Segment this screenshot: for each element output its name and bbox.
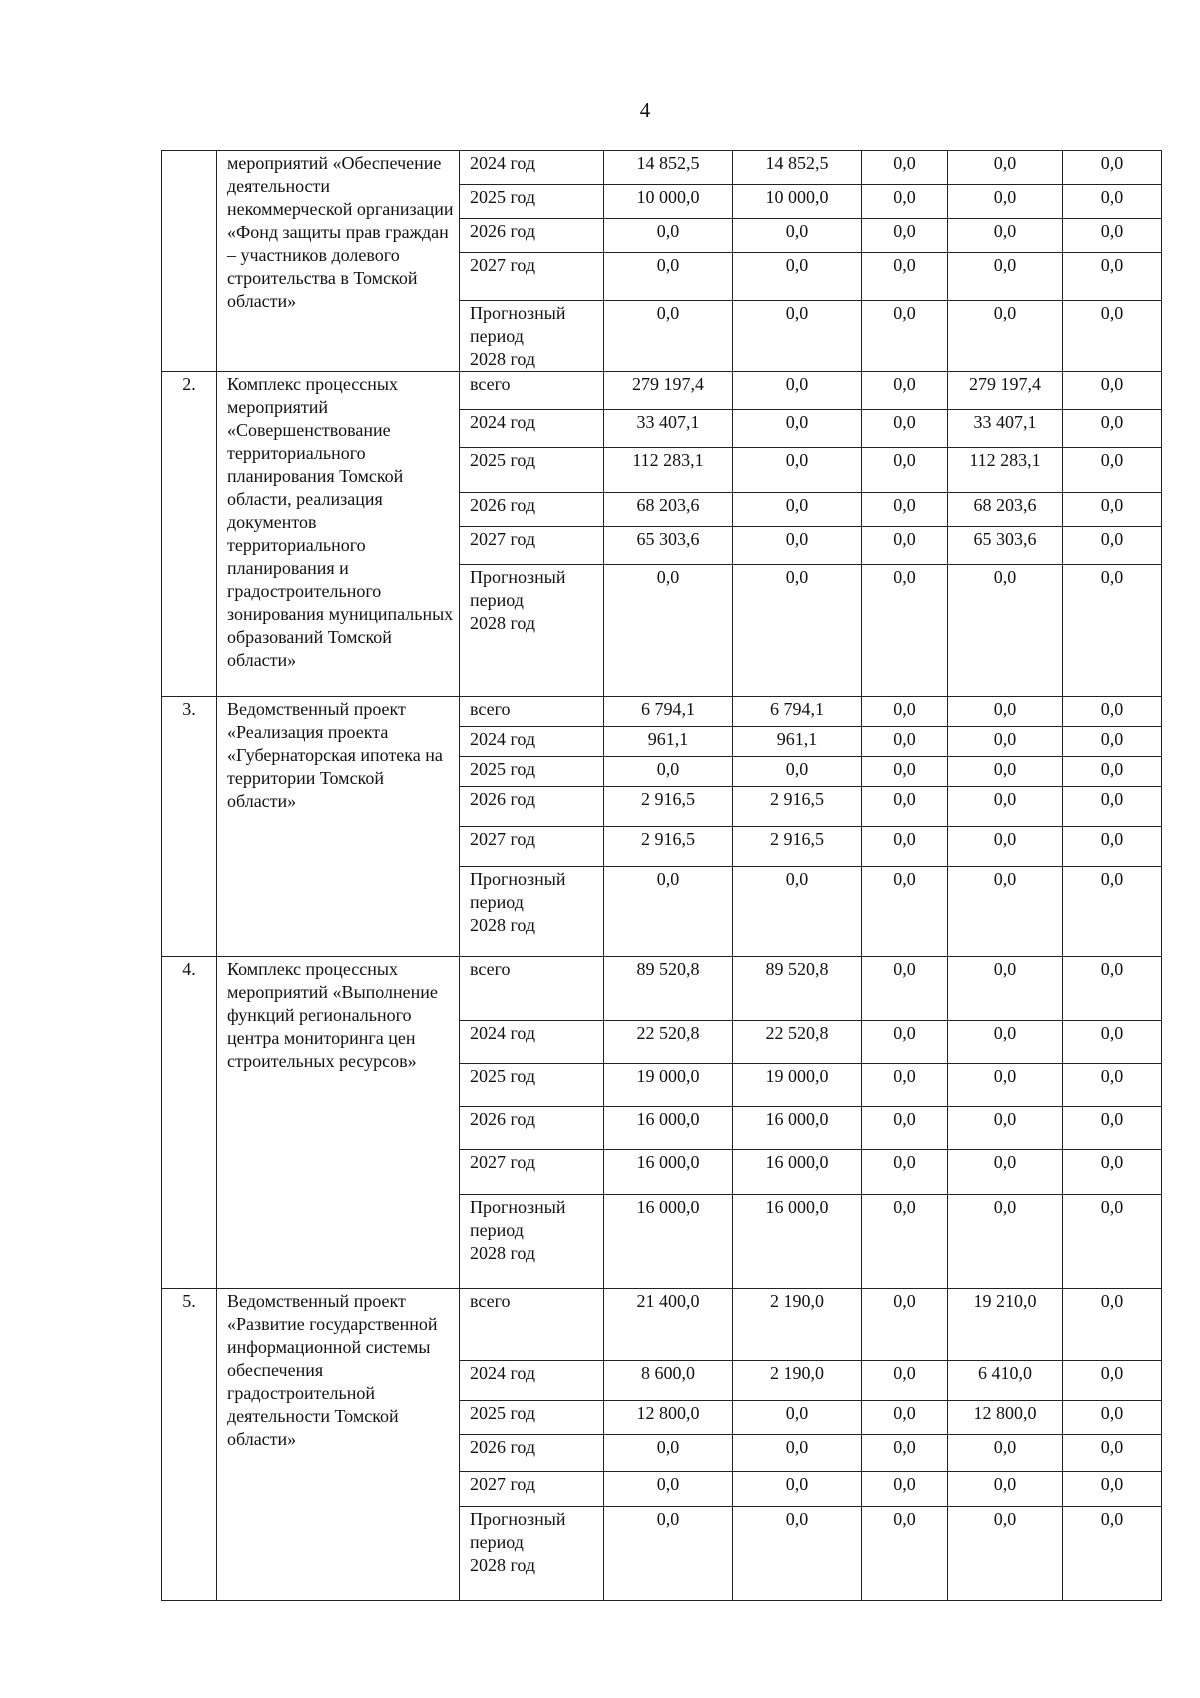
budget-c5-cell: 0,0 <box>1063 301 1162 372</box>
federal-cell: 0,0 <box>733 253 862 301</box>
budget-c4-cell: 6 410,0 <box>948 1361 1063 1401</box>
federal-cell: 2 916,5 <box>733 787 862 827</box>
budget-c5-cell: 0,0 <box>1063 1021 1162 1064</box>
budget-c4-cell: 0,0 <box>948 1064 1063 1107</box>
budget-c5-cell: 0,0 <box>1063 565 1162 697</box>
total-cell: 22 520,8 <box>604 1021 733 1064</box>
total-cell: 0,0 <box>604 301 733 372</box>
budget-c3-cell: 0,0 <box>862 372 948 410</box>
table-row <box>162 1289 1162 1361</box>
period-cell: всего <box>460 957 604 1021</box>
budget-c4-cell: 0,0 <box>948 1107 1063 1150</box>
table-row <box>162 372 1162 410</box>
federal-cell: 0,0 <box>733 301 862 372</box>
federal-cell: 0,0 <box>733 493 862 527</box>
total-cell: 0,0 <box>604 867 733 957</box>
total-cell: 19 000,0 <box>604 1064 733 1107</box>
federal-cell: 14 852,5 <box>733 151 862 185</box>
budget-c3-cell: 0,0 <box>862 151 948 185</box>
period-cell: 2024 год <box>460 727 604 757</box>
budget-c5-cell: 0,0 <box>1063 372 1162 410</box>
budget-c5-cell: 0,0 <box>1063 219 1162 253</box>
budget-c5-cell: 0,0 <box>1063 1064 1162 1107</box>
budget-c5-cell: 0,0 <box>1063 757 1162 787</box>
federal-cell: 89 520,8 <box>733 957 862 1021</box>
total-cell: 0,0 <box>604 1435 733 1472</box>
budget-c4-cell: 65 303,6 <box>948 527 1063 565</box>
budget-c3-cell: 0,0 <box>862 827 948 867</box>
federal-cell: 0,0 <box>733 757 862 787</box>
total-cell: 89 520,8 <box>604 957 733 1021</box>
total-cell: 33 407,1 <box>604 410 733 448</box>
section-name: мероприятий «Обеспечение деятельности некоммерческой организации «Фонд защиты прав граждан – участников долевого строительства в Томской области» <box>217 151 460 372</box>
total-cell: 0,0 <box>604 565 733 697</box>
total-cell: 68 203,6 <box>604 493 733 527</box>
federal-cell: 16 000,0 <box>733 1195 862 1289</box>
federal-cell: 0,0 <box>733 219 862 253</box>
budget-c3-cell: 0,0 <box>862 1064 948 1107</box>
period-cell: Прогнозный период 2028 год <box>460 1507 604 1601</box>
section-number: 3. <box>162 697 217 957</box>
section-number: 5. <box>162 1289 217 1601</box>
budget-c3-cell: 0,0 <box>862 253 948 301</box>
budget-c4-cell: 0,0 <box>948 1472 1063 1507</box>
period-cell: 2027 год <box>460 253 604 301</box>
budget-c4-cell: 0,0 <box>948 565 1063 697</box>
section-number: 4. <box>162 957 217 1289</box>
total-cell: 112 283,1 <box>604 448 733 493</box>
federal-cell: 0,0 <box>733 1507 862 1601</box>
budget-c4-cell: 0,0 <box>948 957 1063 1021</box>
period-cell: 2027 год <box>460 527 604 565</box>
total-cell: 0,0 <box>604 1507 733 1601</box>
table-row <box>162 697 1162 727</box>
budget-c5-cell: 0,0 <box>1063 1361 1162 1401</box>
period-cell: Прогнозный период 2028 год <box>460 565 604 697</box>
total-cell: 0,0 <box>604 253 733 301</box>
period-cell: всего <box>460 1289 604 1361</box>
budget-c3-cell: 0,0 <box>862 1021 948 1064</box>
budget-c3-cell: 0,0 <box>862 727 948 757</box>
total-cell: 16 000,0 <box>604 1107 733 1150</box>
period-cell: 2027 год <box>460 827 604 867</box>
total-cell: 0,0 <box>604 1472 733 1507</box>
federal-cell: 961,1 <box>733 727 862 757</box>
total-cell: 16 000,0 <box>604 1195 733 1289</box>
period-cell: всего <box>460 372 604 410</box>
period-cell: 2024 год <box>460 151 604 185</box>
federal-cell: 0,0 <box>733 1435 862 1472</box>
budget-c4-cell: 0,0 <box>948 867 1063 957</box>
budget-c4-cell: 12 800,0 <box>948 1401 1063 1435</box>
budget-c4-cell: 0,0 <box>948 1150 1063 1195</box>
total-cell: 12 800,0 <box>604 1401 733 1435</box>
budget-c3-cell: 0,0 <box>862 1435 948 1472</box>
federal-cell: 19 000,0 <box>733 1064 862 1107</box>
period-cell: Прогнозный период 2028 год <box>460 867 604 957</box>
budget-c3-cell: 0,0 <box>862 1195 948 1289</box>
federal-cell: 2 190,0 <box>733 1289 862 1361</box>
federal-cell: 16 000,0 <box>733 1150 862 1195</box>
funding-table <box>161 150 1162 1601</box>
budget-c5-cell: 0,0 <box>1063 1289 1162 1361</box>
federal-cell: 0,0 <box>733 372 862 410</box>
budget-c4-cell: 0,0 <box>948 301 1063 372</box>
budget-c4-cell: 112 283,1 <box>948 448 1063 493</box>
budget-c4-cell: 0,0 <box>948 787 1063 827</box>
table-row <box>162 151 1162 185</box>
budget-c3-cell: 0,0 <box>862 301 948 372</box>
budget-c5-cell: 0,0 <box>1063 1472 1162 1507</box>
budget-c4-cell: 279 197,4 <box>948 372 1063 410</box>
period-cell: 2027 год <box>460 1150 604 1195</box>
budget-c4-cell: 0,0 <box>948 253 1063 301</box>
section-name: Ведомственный проект «Реализация проекта «Губернаторская ипотека на территории Томской области» <box>217 697 460 957</box>
total-cell: 10 000,0 <box>604 185 733 219</box>
period-cell: 2024 год <box>460 1361 604 1401</box>
budget-c3-cell: 0,0 <box>862 185 948 219</box>
federal-cell: 2 916,5 <box>733 827 862 867</box>
budget-c3-cell: 0,0 <box>862 565 948 697</box>
budget-c4-cell: 0,0 <box>948 1435 1063 1472</box>
budget-c5-cell: 0,0 <box>1063 1401 1162 1435</box>
federal-cell: 0,0 <box>733 565 862 697</box>
budget-c5-cell: 0,0 <box>1063 957 1162 1021</box>
budget-c4-cell: 0,0 <box>948 1195 1063 1289</box>
budget-c3-cell: 0,0 <box>862 1472 948 1507</box>
federal-cell: 0,0 <box>733 1472 862 1507</box>
budget-c5-cell: 0,0 <box>1063 493 1162 527</box>
budget-c5-cell: 0,0 <box>1063 867 1162 957</box>
budget-c5-cell: 0,0 <box>1063 527 1162 565</box>
budget-c4-cell: 19 210,0 <box>948 1289 1063 1361</box>
federal-cell: 6 794,1 <box>733 697 862 727</box>
period-cell: 2026 год <box>460 219 604 253</box>
budget-c5-cell: 0,0 <box>1063 1107 1162 1150</box>
period-cell: 2026 год <box>460 1435 604 1472</box>
total-cell: 21 400,0 <box>604 1289 733 1361</box>
total-cell: 8 600,0 <box>604 1361 733 1401</box>
budget-c3-cell: 0,0 <box>862 448 948 493</box>
budget-c3-cell: 0,0 <box>862 410 948 448</box>
federal-cell: 0,0 <box>733 448 862 493</box>
period-cell: 2026 год <box>460 787 604 827</box>
federal-cell: 10 000,0 <box>733 185 862 219</box>
period-cell: 2026 год <box>460 1107 604 1150</box>
period-cell: Прогнозный период 2028 год <box>460 1195 604 1289</box>
budget-c5-cell: 0,0 <box>1063 1195 1162 1289</box>
table-row <box>162 957 1162 1021</box>
budget-c5-cell: 0,0 <box>1063 1507 1162 1601</box>
budget-c3-cell: 0,0 <box>862 1507 948 1601</box>
budget-c3-cell: 0,0 <box>862 697 948 727</box>
budget-c3-cell: 0,0 <box>862 1289 948 1361</box>
period-cell: 2025 год <box>460 448 604 493</box>
total-cell: 2 916,5 <box>604 787 733 827</box>
budget-c5-cell: 0,0 <box>1063 787 1162 827</box>
budget-c4-cell: 0,0 <box>948 827 1063 867</box>
period-cell: всего <box>460 697 604 727</box>
section-number: 2. <box>162 372 217 697</box>
federal-cell: 0,0 <box>733 1401 862 1435</box>
budget-c4-cell: 0,0 <box>948 727 1063 757</box>
total-cell: 961,1 <box>604 727 733 757</box>
budget-c4-cell: 68 203,6 <box>948 493 1063 527</box>
budget-c5-cell: 0,0 <box>1063 253 1162 301</box>
budget-c4-cell: 0,0 <box>948 219 1063 253</box>
budget-c3-cell: 0,0 <box>862 1150 948 1195</box>
period-cell: Прогнозный период 2028 год <box>460 301 604 372</box>
budget-c5-cell: 0,0 <box>1063 410 1162 448</box>
budget-c4-cell: 0,0 <box>948 697 1063 727</box>
total-cell: 16 000,0 <box>604 1150 733 1195</box>
budget-c5-cell: 0,0 <box>1063 827 1162 867</box>
budget-c4-cell: 0,0 <box>948 151 1063 185</box>
federal-cell: 0,0 <box>733 410 862 448</box>
budget-c5-cell: 0,0 <box>1063 697 1162 727</box>
federal-cell: 0,0 <box>733 527 862 565</box>
period-cell: 2025 год <box>460 185 604 219</box>
budget-c3-cell: 0,0 <box>862 787 948 827</box>
total-cell: 279 197,4 <box>604 372 733 410</box>
total-cell: 0,0 <box>604 219 733 253</box>
budget-c3-cell: 0,0 <box>862 219 948 253</box>
period-cell: 2024 год <box>460 1021 604 1064</box>
period-cell: 2025 год <box>460 1401 604 1435</box>
federal-cell: 2 190,0 <box>733 1361 862 1401</box>
period-cell: 2027 год <box>460 1472 604 1507</box>
section-number <box>162 151 217 372</box>
federal-cell: 16 000,0 <box>733 1107 862 1150</box>
section-name: Комплекс процессных мероприятий «Выполнение функций регионального центра мониторинга цен строительных ресурсов» <box>217 957 460 1289</box>
period-cell: 2024 год <box>460 410 604 448</box>
budget-c3-cell: 0,0 <box>862 527 948 565</box>
section-name: Комплекс процессных мероприятий «Совершенствование территориального планирования Томской области, реализация документов территориального планирования и градостроительного зонирования муниципальных образований Томской области» <box>217 372 460 697</box>
page-number: 4 <box>639 98 651 122</box>
budget-c4-cell: 0,0 <box>948 185 1063 219</box>
section-name: Ведомственный проект «Развитие государственной информационной системы обеспечения градостроительной деятельности Томской области» <box>217 1289 460 1601</box>
period-cell: 2026 год <box>460 493 604 527</box>
budget-c5-cell: 0,0 <box>1063 185 1162 219</box>
budget-c5-cell: 0,0 <box>1063 1435 1162 1472</box>
budget-c3-cell: 0,0 <box>862 1361 948 1401</box>
table-body <box>162 151 1162 1601</box>
total-cell: 6 794,1 <box>604 697 733 727</box>
budget-c3-cell: 0,0 <box>862 757 948 787</box>
budget-c5-cell: 0,0 <box>1063 448 1162 493</box>
budget-c4-cell: 33 407,1 <box>948 410 1063 448</box>
budget-c4-cell: 0,0 <box>948 1021 1063 1064</box>
federal-cell: 22 520,8 <box>733 1021 862 1064</box>
budget-c4-cell: 0,0 <box>948 757 1063 787</box>
federal-cell: 0,0 <box>733 867 862 957</box>
budget-c3-cell: 0,0 <box>862 957 948 1021</box>
budget-c5-cell: 0,0 <box>1063 1150 1162 1195</box>
total-cell: 65 303,6 <box>604 527 733 565</box>
budget-c3-cell: 0,0 <box>862 1107 948 1150</box>
budget-c3-cell: 0,0 <box>862 1401 948 1435</box>
budget-c3-cell: 0,0 <box>862 493 948 527</box>
total-cell: 2 916,5 <box>604 827 733 867</box>
budget-c5-cell: 0,0 <box>1063 151 1162 185</box>
budget-c4-cell: 0,0 <box>948 1507 1063 1601</box>
total-cell: 14 852,5 <box>604 151 733 185</box>
period-cell: 2025 год <box>460 757 604 787</box>
budget-c3-cell: 0,0 <box>862 867 948 957</box>
total-cell: 0,0 <box>604 757 733 787</box>
period-cell: 2025 год <box>460 1064 604 1107</box>
budget-c5-cell: 0,0 <box>1063 727 1162 757</box>
